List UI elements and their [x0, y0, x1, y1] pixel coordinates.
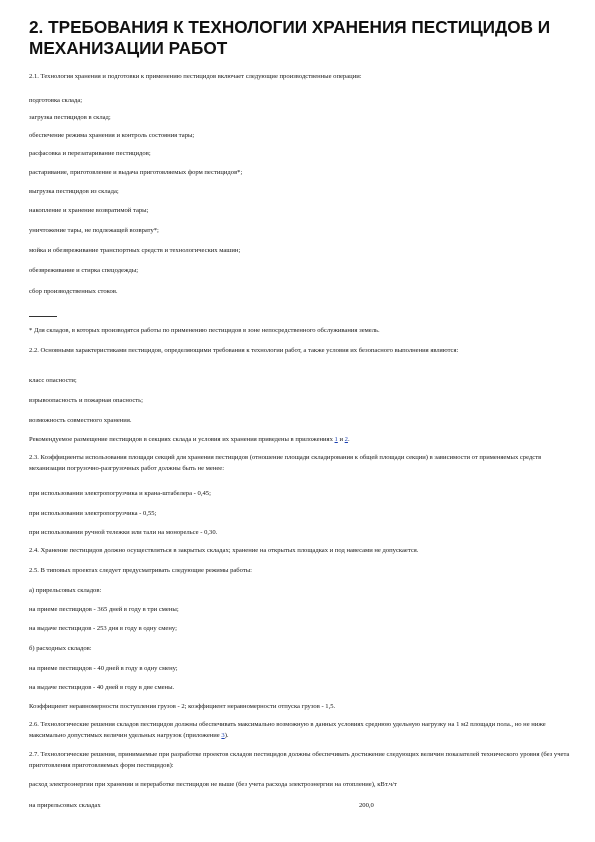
operation-item: мойка и обезвреживание транспортных средств и технологических машин;: [29, 247, 241, 254]
appendix-2-link[interactable]: 2: [344, 436, 348, 443]
footnote-divider: [29, 316, 57, 317]
appendix-3-link[interactable]: 3: [221, 731, 225, 739]
coefficient-item: при использовании ручной тележки или тали на монорельсе - 0,30.: [29, 529, 218, 536]
paragraph-2-6-end: ).: [224, 731, 229, 739]
recommendation-text: Рекомендуемое размещение пестицидов в секциях склада и условия их хранения приведены в приложениях: [29, 436, 335, 443]
energy-consumption-line: расход электроэнергии при хранении и переработке пестицидов не выше (без учета расхода электроэнергии на отопление), кВт.ч/т: [29, 781, 397, 788]
footnote: * Для складов, в которых производятся работы по применению пестицидов в зоне непосредственного обслуживания земель.: [29, 327, 380, 334]
consumable-warehouse-item: на выдаче пестицидов - 40 дней в году в две смены.: [29, 684, 175, 691]
paragraph-2-3: 2.3. Коэффициенты использования площади секций для хранения пестицидов (отношение площади складирования к общей площади секции) в зависимости от применяемых средств механизации погрузочно-разгрузочных работ должны быть не менее:: [29, 454, 542, 472]
coefficient-item: при использовании электропогрузчика и крана-штабелера - 0,45;: [29, 490, 211, 497]
operation-item: растаривание, приготовление и выдача приготовляемых форм пестицидов*;: [29, 169, 243, 176]
consumable-warehouses-label: б) расходных складов:: [29, 645, 92, 652]
table-row: [29, 801, 574, 812]
appendix-1-link[interactable]: 1: [334, 436, 338, 443]
consumable-warehouse-item: на приеме пестицидов - 40 дней в году в одну смену;: [29, 665, 178, 672]
recommendation-line: [29, 435, 574, 446]
recommendation-and: и: [337, 436, 345, 443]
rail-warehouse-item: на приеме пестицидов - 365 дней в году в три смены;: [29, 606, 179, 613]
table-row-value: 200,0: [359, 802, 374, 809]
coefficient-item: при использовании электропогрузчика - 0,55;: [29, 510, 157, 517]
recommendation-end: .: [347, 436, 350, 443]
rail-warehouses-label: а) прирельсовых складов:: [29, 587, 102, 594]
operation-item: загрузка пестицидов в склад;: [29, 114, 111, 121]
paragraph-2-6-text: 2.6. Технологические решения складов пестицидов должны обеспечивать максимально возможную в данных условиях среднюю удельную нагрузку на 1 м2 площади пола., но не ниже максимально допустимых величин удельных нагрузок (приложение: [29, 721, 546, 739]
rail-warehouse-item: на выдаче пестицидов - 253 дня в году в одну смену;: [29, 625, 177, 632]
operation-item: сбор производственных стоков.: [29, 288, 118, 295]
paragraph-2-5: 2.5. В типовых проектах следует предусматривать следующие режимы работы:: [29, 567, 253, 574]
characteristic-item: возможность совместного хранения.: [29, 417, 132, 424]
section-title: 2. ТРЕБОВАНИЯ К ТЕХНОЛОГИИ ХРАНЕНИЯ ПЕСТИЦИДОВ И МЕХАНИЗАЦИИ РАБОТ: [29, 17, 551, 58]
operation-item: выгрузка пестицидов из склада;: [29, 188, 119, 195]
paragraph-2-2: 2.2. Основными характеристиками пестицидов, определяющими требования к технологии работ, а также условия их безопасного выполнения являются:: [29, 347, 459, 354]
paragraph-2-1: 2.1. Технология хранения и подготовки к применению пестицидов включает следующие производственные операции:: [29, 73, 362, 80]
operation-item: расфасовка и перезатаривание пестицидов;: [29, 150, 151, 157]
operation-item: накопление и хранение возвратимой тары;: [29, 207, 149, 214]
characteristic-item: класс опасности;: [29, 377, 77, 384]
operation-item: подготовка склада;: [29, 97, 83, 104]
paragraph-2-7: 2.7. Технологические решения, принимаемые при разработке проектов складов пестицидов должны обеспечивать достижение следующих величин показателей технического уровня (без учета приготовления приготовляемых форм пестицидов):: [29, 751, 570, 769]
operation-item: обезвреживание и стирка спецодежды;: [29, 267, 139, 274]
characteristic-item: взрывоопасность и пожарная опасность;: [29, 397, 144, 404]
table-row-label: на прирельсовых складах: [29, 802, 101, 809]
operation-item: уничтожение тары, не подлежащей возврату*;: [29, 227, 159, 234]
operation-item: обеспечение режима хранения и контроль состояния тары;: [29, 132, 195, 139]
paragraph-2-6: [29, 720, 574, 741]
paragraph-2-4: 2.4. Хранение пестицидов должно осуществляться в закрытых складах; хранение на открытых площадках и под навесами не допускается.: [29, 547, 419, 554]
unevenness-coefficients: Коэффициент неравномерности поступления грузов - 2; коэффициент неравномерности отпуска грузов - 1,5.: [29, 703, 336, 710]
